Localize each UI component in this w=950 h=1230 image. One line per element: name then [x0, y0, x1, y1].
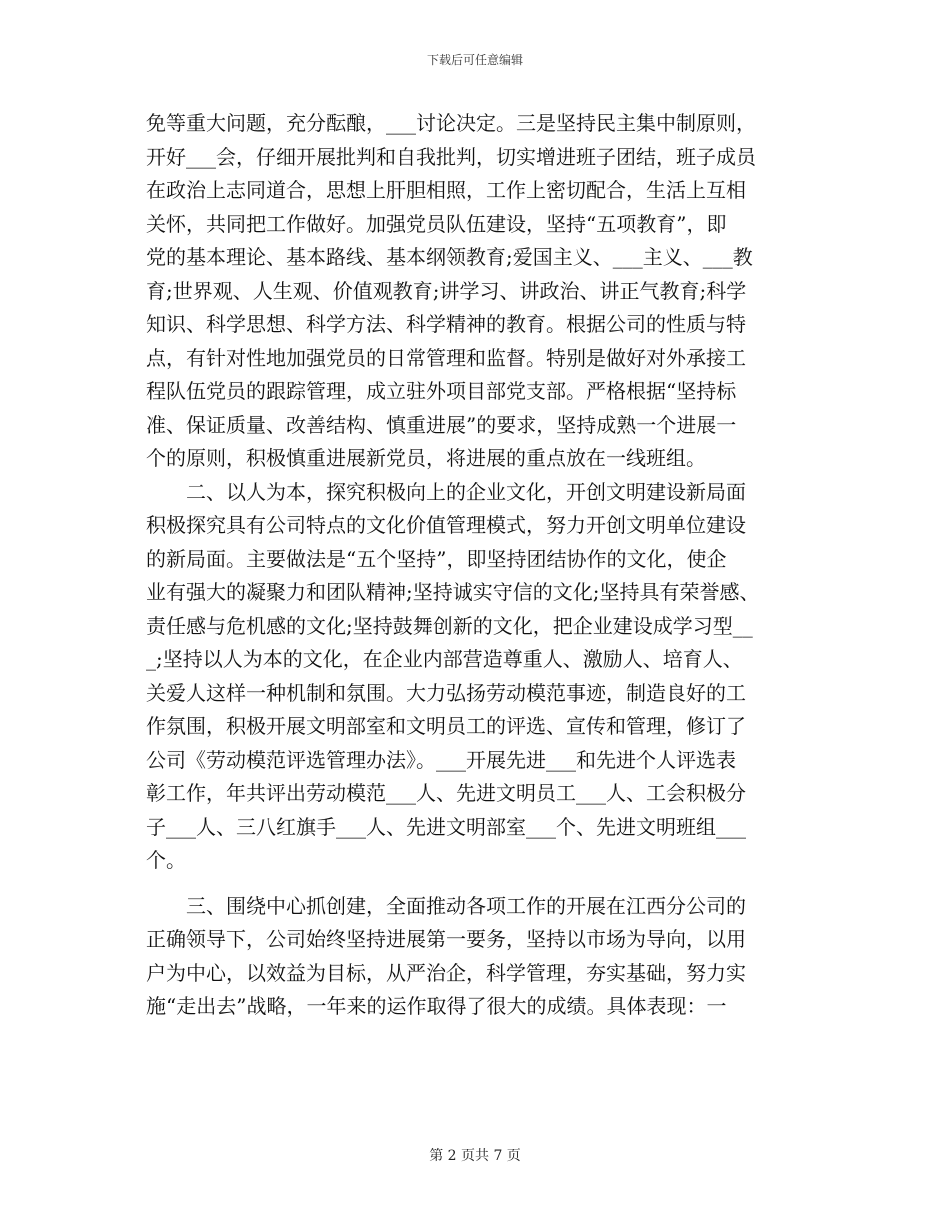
text-line: 二、以人为本，探究积极向上的企业文化，开创文明建设新局面 — [146, 479, 746, 504]
text-line: 程队伍党员的跟踪管理，成立驻外项目部党支部。严格根据“坚持标 — [146, 379, 737, 403]
paragraph-block-1 — [146, 107, 802, 878]
text-line: 三、围绕中心抓创建，全面推动各项工作的开展在江西分公司的 — [146, 893, 746, 918]
text-line: 免等重大问题，充分酝酿，___讨论决定。三是坚持民主集中制原则， — [146, 111, 756, 135]
text-line: 户为中心，以效益为目标，从严治企，科学管理，夯实基础，努力实 — [146, 960, 746, 985]
page-footer: 第 2 页共 7 页 — [429, 1148, 521, 1164]
text-line: 点，有针对性地加强党员的日常管理和监督。特别是做好对外承接工 — [146, 345, 746, 370]
paragraph-block-2 — [146, 890, 802, 1024]
text-line: 育;世界观、人生观、价值观教育;讲学习、讲政治、讲正气教育;科学 — [146, 278, 747, 303]
text-line: 知识、科学思想、科学方法、科学精神的教育。根据公司的性质与特 — [146, 312, 746, 336]
text-line: 子___人、三八红旗手___人、先进文明部室___个、先进文明班组___ — [146, 814, 746, 839]
text-line: 彰工作，年共评出劳动模范___人、先进文明员工___人、工会积极分 — [146, 781, 746, 805]
text-line: 党的基本理论、基本路线、基本纲领教育;爱国主义、___主义、___教 — [146, 245, 753, 269]
text-line: 正确领导下，公司始终坚持进展第一要务，坚持以市场为导向，以用 — [146, 927, 746, 951]
text-line: 个。 — [146, 848, 186, 872]
text-line: 在政治上志同道合，思想上肝胆相照，工作上密切配合，生活上互相 — [146, 178, 746, 202]
text-line: 关爱人这样一种机制和氛围。大力弘扬劳动模范事迹，制造良好的工 — [146, 680, 746, 705]
page-header: 下载后可任意编辑 — [426, 53, 523, 67]
text-line: 积极探究具有公司特点的文化价值管理模式，努力开创文明单位建设 — [146, 513, 746, 537]
text-line: 开好___会，仔细开展批判和自我批判，切实增进班子团结，班子成员 — [146, 144, 756, 169]
text-line: 责任感与危机感的文化;坚持鼓舞创新的文化，把企业建设成学习型__ — [146, 613, 753, 638]
text-line: 的新局面。主要做法是“五个坚持”，即坚持团结协作的文化，使企 — [146, 546, 727, 571]
text-line: _;坚持以人为本的文化，在企业内部营造尊重人、激励人、培育人、 — [146, 647, 743, 671]
text-line: 作氛围，积极开展文明部室和文明员工的评选、宣传和管理，修订了 — [146, 714, 746, 738]
text-line: 公司《劳动模范评选管理办法》。___开展先进___和先进个人评选表 — [146, 747, 736, 772]
text-line: 准、保证质量、改善结构、慎重进展”的要求，坚持成熟一个进展一 — [146, 412, 737, 437]
text-line: 施“走出去”战略，一年来的运作取得了很大的成绩。具体表现：一 — [146, 994, 727, 1018]
text-line: 业有强大的凝聚力和团队精神;坚持诚实守信的文化;坚持具有荣誉感、 — [146, 580, 760, 604]
text-line: 个的原则，积极慎重进展新党员，将进展的重点放在一线班组。 — [146, 446, 706, 470]
text-line: 关怀，共同把工作做好。加强党员队伍建设，坚持“五项教育”，即 — [146, 211, 727, 236]
document-body — [146, 107, 802, 1024]
